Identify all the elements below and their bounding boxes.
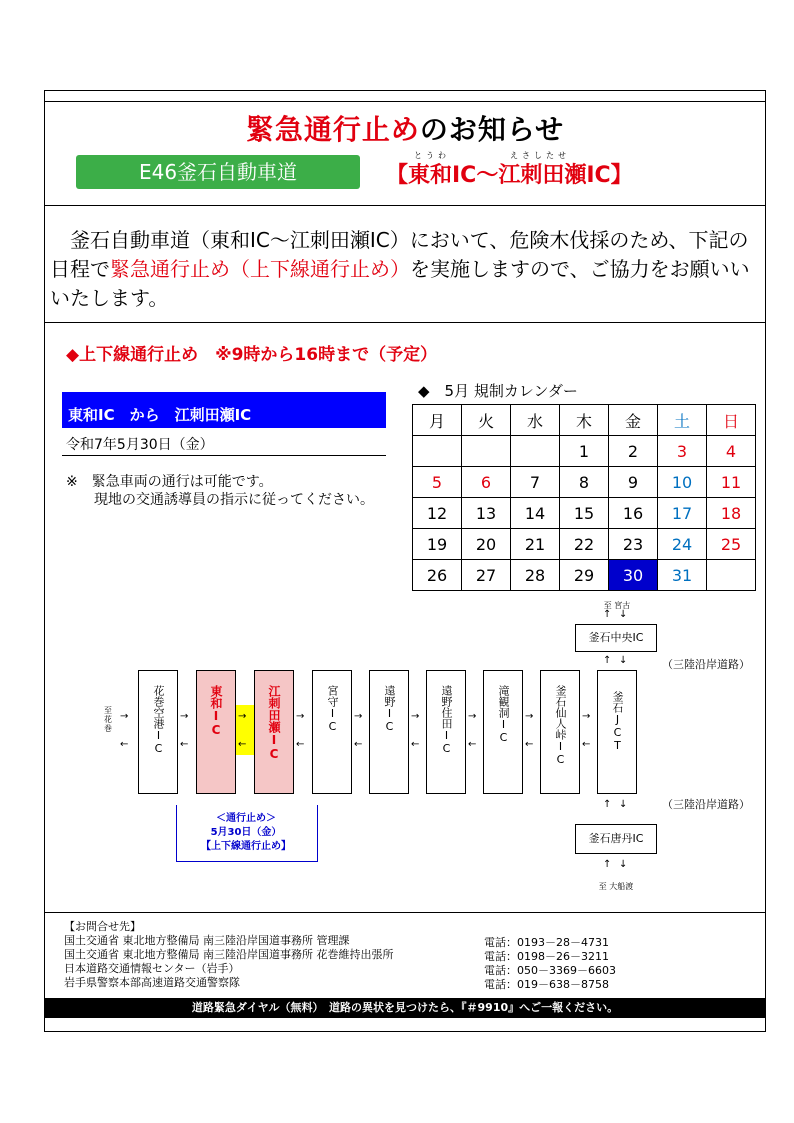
cal-day-header: 日 [707, 405, 756, 436]
cal-cell [511, 436, 560, 467]
arrow-down-icon: ↓ [619, 799, 628, 810]
cal-cell: 25 [707, 529, 756, 560]
cal-cell: 13 [462, 498, 511, 529]
arrow-left-icon: ← [525, 739, 534, 750]
arrow-left-icon: ← [411, 739, 420, 750]
cal-cell: 15 [560, 498, 609, 529]
cal-cell: 1 [560, 436, 609, 467]
ic-kamaishi-sennintoge: 釜石仙人峠IC [540, 670, 580, 794]
calendar-table [412, 404, 756, 591]
jct-kamaishi: 釜石JCT [597, 670, 637, 794]
cal-cell: 8 [560, 467, 609, 498]
road-name-badge: E46釜石自動車道 [76, 155, 360, 189]
cal-cell: 11 [707, 467, 756, 498]
cal-day-header: 火 [462, 405, 511, 436]
cal-cell: 7 [511, 467, 560, 498]
cal-cell: 17 [658, 498, 707, 529]
ic-esashi-tase: 江刺田瀬IC [254, 670, 294, 794]
ruby-esashitase: えさしたせ [510, 151, 570, 160]
cal-cell: 27 [462, 560, 511, 591]
contact-phones: 電話：0193－28－4731 電話：0198－26－3211 電話：050－3369－6603 電話：019－638－8758 [484, 936, 616, 991]
arrow-left-icon: ← [180, 739, 189, 750]
arrow-down-icon: ↓ [619, 609, 628, 620]
section-label: 【東和IC～江刺田瀬IC】 [386, 163, 633, 188]
top-destination: 至 宮古 [603, 601, 631, 610]
closure-heading: ◆上下線通行止め ※9時から16時まで（予定） [66, 345, 438, 365]
route-bar: 東和IC から 江刺田瀬IC [62, 392, 386, 428]
cal-cell: 2 [609, 436, 658, 467]
arrow-up-icon: ↑ [603, 609, 612, 620]
cal-cell: 10 [658, 467, 707, 498]
cal-cell: 20 [462, 529, 511, 560]
arrow-left-icon: ← [354, 739, 363, 750]
closure-date: 令和7年5月30日（金） [66, 437, 214, 453]
cal-cell: 29 [560, 560, 609, 591]
rule-3 [44, 912, 766, 913]
arrow-right-icon: → [238, 711, 247, 722]
ic-tono-sumita: 遠野住田IC [426, 670, 466, 794]
cal-cell: 14 [511, 498, 560, 529]
cal-cell: 24 [658, 529, 707, 560]
sanriku-road-label: （三陸沿岸道路） [662, 658, 750, 671]
cal-cell: 19 [413, 529, 462, 560]
cal-cell: 22 [560, 529, 609, 560]
cal-cell: 18 [707, 498, 756, 529]
cal-cell: 5 [413, 467, 462, 498]
cal-cell: 26 [413, 560, 462, 591]
arrow-up-icon: ↑ [603, 655, 612, 666]
arrow-down-icon: ↓ [619, 859, 628, 870]
cal-cell: 6 [462, 467, 511, 498]
contact-list: 【お問合せ先】 国土交通省 東北地方整備局 南三陸沿岸国道事務所 管理課 国土交通省 東北地方整備局 南三陸沿岸国道事務所 花巻維持出張所 日本道路交通情報センター（岩手） 岩手県警察本部高速道路交通警察隊 [64, 920, 394, 989]
ic-kamaishi-chuo: 釜石中央IC [575, 624, 657, 652]
cal-cell [707, 560, 756, 591]
arrow-left-icon: ← [582, 739, 591, 750]
arrow-right-icon: → [411, 711, 420, 722]
arrow-right-icon: → [120, 711, 129, 722]
ic-hanamaki-airport: 花巻空港IC [138, 670, 178, 794]
cal-cell: 3 [658, 436, 707, 467]
emergency-dial-banner: 道路緊急ダイヤル（無料） 道路の異状を見つけたら、『＃9910』へご一報ください。 [44, 998, 766, 1018]
sanriku-road-label: （三陸沿岸道路） [662, 798, 750, 811]
cal-cell: 9 [609, 467, 658, 498]
arrow-right-icon: → [582, 711, 591, 722]
ic-takikando: 滝観洞IC [483, 670, 523, 794]
page-title: 緊急通行止めのお知らせ [245, 113, 565, 146]
arrow-left-icon: ← [238, 739, 247, 750]
arrow-right-icon: → [180, 711, 189, 722]
cal-day-header: 月 [413, 405, 462, 436]
cal-cell: 12 [413, 498, 462, 529]
arrow-right-icon: → [468, 711, 477, 722]
calendar-heading: ◆ 5月 規制カレンダー [418, 382, 578, 400]
bottom-destination: 至 大船渡 [598, 882, 634, 891]
cal-cell: 28 [511, 560, 560, 591]
closure-callout-text: ＜通行止め＞ 5月30日（金） 【上下線通行止め】 [201, 813, 291, 852]
arrow-left-icon: ← [296, 739, 305, 750]
note-text: ※ 緊急車両の通行は可能です。 現地の交通誘導員の指示に従ってください。 [66, 474, 374, 508]
arrow-up-icon: ↑ [603, 799, 612, 810]
ic-kamaishi-tooni: 釜石唐丹IC [575, 824, 657, 854]
arrow-left-icon: ← [468, 739, 477, 750]
cal-day-header: 水 [511, 405, 560, 436]
cal-day-header: 木 [560, 405, 609, 436]
rule-1 [44, 205, 766, 206]
cal-cell: 4 [707, 436, 756, 467]
arrow-right-icon: → [525, 711, 534, 722]
arrow-up-icon: ↑ [603, 859, 612, 870]
top-rule [44, 101, 766, 102]
date-rule [62, 455, 386, 456]
arrow-right-icon: → [354, 711, 363, 722]
arrow-left-icon: ← [120, 739, 129, 750]
cal-cell-closure-day: 30 [609, 560, 658, 591]
cal-cell [462, 436, 511, 467]
ic-towa: 東和IC [196, 670, 236, 794]
cal-day-header: 土 [658, 405, 707, 436]
cal-cell: 21 [511, 529, 560, 560]
lead-paragraph: 釜石自動車道（東和IC～江刺田瀬IC）において、危険木伐採のため、下記の日程で緊急通行止め（上下線通行止め）を実施しますので、ご協力をお願いいいたします。 [50, 228, 750, 310]
rule-2 [44, 322, 766, 323]
ruby-towa: とうわ [414, 151, 450, 160]
ic-miyamori: 宮守IC [312, 670, 352, 794]
cal-cell [413, 436, 462, 467]
cal-cell: 16 [609, 498, 658, 529]
ic-tono: 遠野IC [369, 670, 409, 794]
arrow-right-icon: → [296, 711, 305, 722]
arrow-down-icon: ↓ [619, 655, 628, 666]
cal-cell: 31 [658, 560, 707, 591]
cal-day-header: 金 [609, 405, 658, 436]
left-destination: 至 花巻 [104, 706, 112, 733]
cal-cell: 23 [609, 529, 658, 560]
